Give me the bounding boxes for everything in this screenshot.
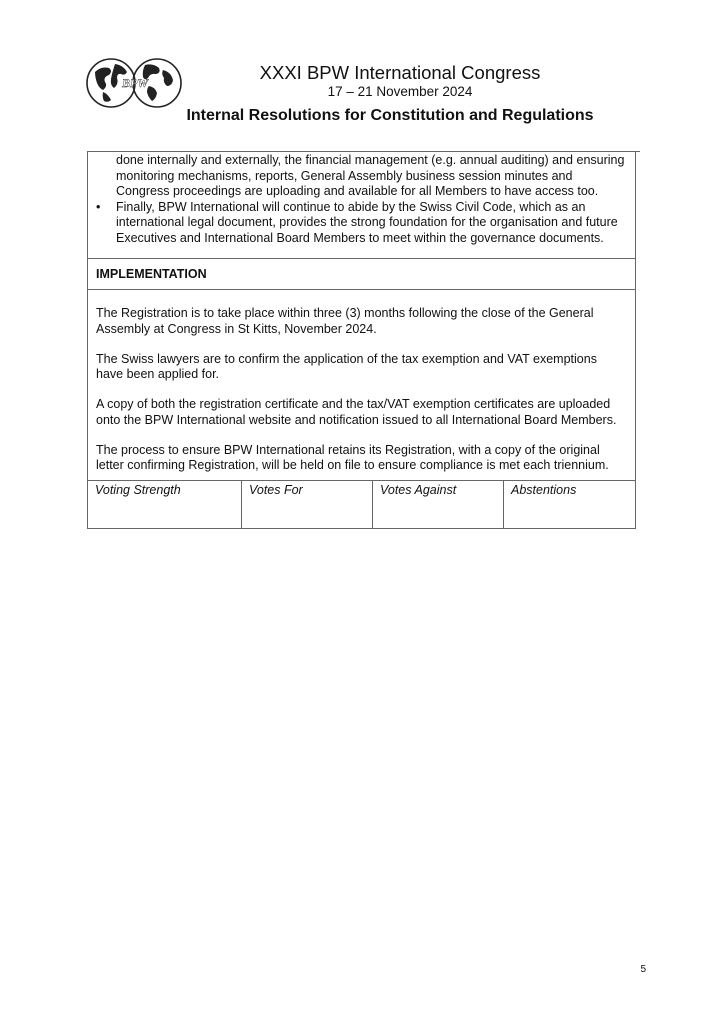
continuation-list <box>96 153 627 246</box>
document-subtitle: Internal Resolutions for Constitution and Regulations <box>186 107 594 124</box>
list-item <box>96 153 627 200</box>
voting-strength-cell: Voting Strength <box>88 481 242 528</box>
congress-title: XXXI BPW International Congress <box>259 62 541 83</box>
implementation-paragraph: A copy of both the registration certificate and the tax/VAT exemption certificates are uploaded onto the BPW International website and notification issued to all International Board Members. <box>96 397 617 427</box>
bullet-icon: • <box>96 199 101 214</box>
resolution-table <box>87 152 636 529</box>
votes-for-cell: Votes For <box>242 481 373 528</box>
implementation-cell <box>87 290 636 481</box>
continuation-cell <box>87 152 636 259</box>
list-item <box>96 200 627 247</box>
implementation-paragraph: The Swiss lawyers are to confirm the application of the tax exemption and VAT exemptions have been applied for. <box>96 351 597 381</box>
implementation-paragraph: The process to ensure BPW International retains its Registration, with a copy of the original letter confirming Registration, will be held on file to ensure compliance is met each triennium. <box>96 442 609 472</box>
list-item-text: done internally and externally, the financial management (e.g. annual auditing) and ensuring monitoring mechanisms, reports, General Assembly business session minutes and Congress proceedings are uploading and available for all Members to have access too. <box>116 153 625 198</box>
bpw-globe-logo <box>85 56 185 110</box>
implementation-paragraph: The Registration is to take place within three (3) months following the close of the General Assembly at Congress in St Kitts, November 2024. <box>96 306 594 336</box>
list-item-text: Finally, BPW International will continue to abide by the Swiss Civil Code, which as an international legal document, provides the strong foundation for the organisation and future Executives and International Board Members to meet within the governance documents. <box>116 199 618 245</box>
congress-dates: 17 – 21 November 2024 <box>327 84 473 99</box>
votes-against-cell: Votes Against <box>373 481 504 528</box>
logo-lettering: BPW <box>121 76 149 90</box>
implementation-heading: IMPLEMENTATION <box>87 259 636 290</box>
votes-row <box>87 481 636 529</box>
abstentions-cell: Abstentions <box>511 482 577 497</box>
page-number: 5 <box>640 964 646 975</box>
